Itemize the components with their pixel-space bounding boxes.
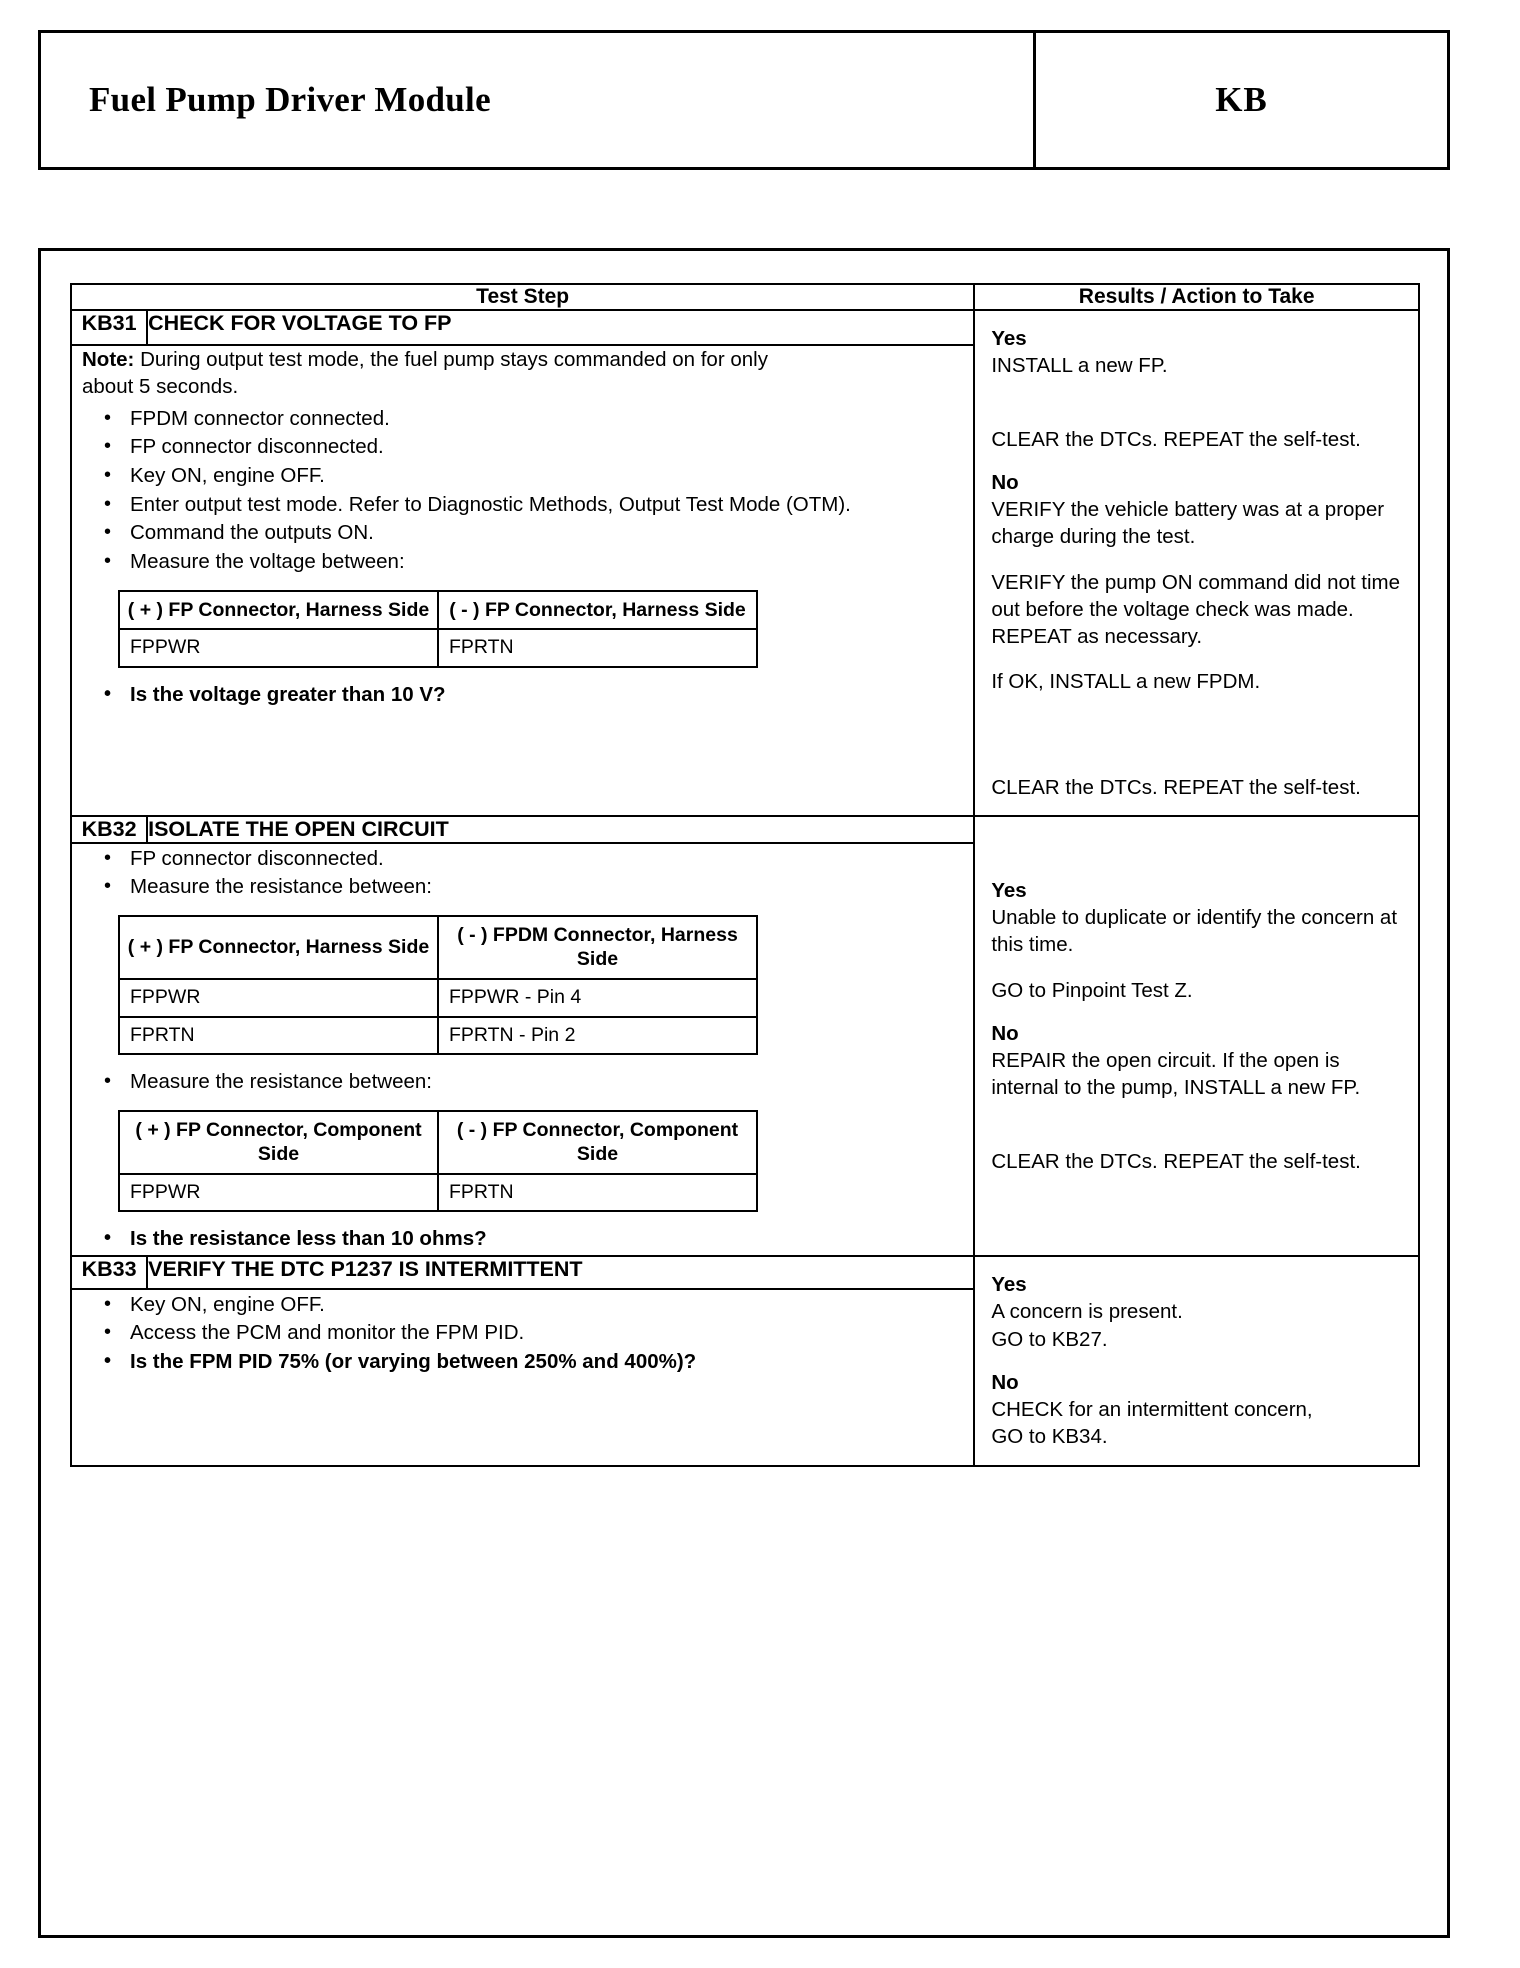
step-question: • Is the voltage greater than 10 V? <box>72 682 973 709</box>
page-header <box>38 30 1450 170</box>
step-id-kb33: KB33 <box>71 1256 147 1289</box>
step-id-kb31: KB31 <box>71 310 147 345</box>
measure-cell: FPRTN <box>119 1017 438 1055</box>
step-question: • Is the resistance less than 10 ohms? <box>72 1226 973 1253</box>
result-text: REPAIR the open circuit. If the open is internal to the pump, INSTALL a new FP. <box>991 1049 1361 1100</box>
measure-col1-header: ( + ) FP Connector, Harness Side <box>119 916 438 979</box>
step-title-kb31: CHECK FOR VOLTAGE TO FP <box>147 310 974 345</box>
step-bullet-list <box>72 1292 973 1376</box>
results-cell-kb33 <box>974 1256 1419 1466</box>
list-item: • FPDM connector connected. <box>72 406 973 433</box>
measure-cell: FPPWR <box>119 629 438 667</box>
step-bullet-list-mid <box>72 1069 973 1096</box>
measure-cell: FPRTN - Pin 2 <box>438 1017 757 1055</box>
result-text: VERIFY the vehicle battery was at a proper charge during the test. <box>991 498 1385 549</box>
measure-cell: FPRTN <box>438 629 757 667</box>
measure-col2-header: ( - ) FPDM Connector, Harness Side <box>438 916 757 979</box>
result-text: VERIFY the pump ON command did not time out before the voltage check was made. REPEAT as necessary. <box>991 570 1400 648</box>
result-label-no: No <box>991 470 1019 494</box>
note-text: During output test mode, the fuel pump stays commanded on for only about 5 seconds. <box>82 347 768 398</box>
table-header-row <box>71 284 1419 310</box>
list-item: • FP connector disconnected. <box>72 434 973 461</box>
table-row <box>119 979 757 1017</box>
step-body-kb31 <box>71 345 974 816</box>
step-question-list <box>72 1226 973 1253</box>
step-title-kb32: ISOLATE THE OPEN CIRCUIT <box>147 816 974 843</box>
table-row <box>119 1017 757 1055</box>
result-text: GO to KB27. <box>991 1327 1108 1351</box>
list-item: • FP connector disconnected. <box>72 846 973 873</box>
step-body-kb32 <box>71 843 974 1256</box>
list-item: • Enter output test mode. Refer to Diagnostic Methods, Output Test Mode (OTM). <box>72 492 973 519</box>
list-item: • Command the outputs ON. <box>72 520 973 547</box>
table-header-row <box>119 916 757 979</box>
result-text: A concern is present. <box>991 1300 1183 1324</box>
column-header-results: Results / Action to Take <box>974 284 1419 310</box>
measure-col1-header: ( + ) FP Connector, Component Side <box>119 1111 438 1174</box>
list-item: • Measure the resistance between: <box>72 1069 973 1096</box>
measurement-table-kb31 <box>118 590 758 668</box>
step-bullet-list <box>72 846 973 901</box>
results-cell-kb32 <box>974 816 1419 1256</box>
page-title: Fuel Pump Driver Module <box>89 80 491 119</box>
table-row <box>71 816 1419 843</box>
step-body-kb33 <box>71 1289 974 1466</box>
table-header-row <box>119 591 757 629</box>
note-label: Note: <box>82 347 135 371</box>
result-text: CLEAR the DTCs. REPEAT the self-test. <box>991 427 1361 451</box>
step-note <box>82 346 782 400</box>
result-text: If OK, INSTALL a new FPDM. <box>991 670 1261 694</box>
result-label-yes: Yes <box>991 1273 1027 1297</box>
result-label-yes: Yes <box>991 327 1027 350</box>
result-text: CHECK for an intermittent concern, <box>991 1398 1313 1422</box>
diagnostic-table <box>70 283 1420 1467</box>
table-row <box>119 629 757 667</box>
list-item: • Key ON, engine OFF. <box>72 1292 973 1319</box>
result-label-no: No <box>991 1021 1019 1045</box>
table-row <box>119 1174 757 1212</box>
step-question-list <box>72 682 973 709</box>
list-item: • Measure the resistance between: <box>72 874 973 901</box>
measurement-table-kb32-a <box>118 915 758 1055</box>
result-text: Unable to duplicate or identify the concern at this time. <box>991 906 1398 957</box>
header-code-cell <box>1036 33 1447 167</box>
table-row <box>71 1256 1419 1289</box>
result-text: CLEAR the DTCs. REPEAT the self-test. <box>991 775 1361 799</box>
step-bullet-list <box>72 406 973 576</box>
step-id-kb32: KB32 <box>71 816 147 843</box>
result-label-no: No <box>991 1370 1019 1394</box>
result-text: CLEAR the DTCs. REPEAT the self-test. <box>991 1149 1361 1173</box>
measure-cell: FPPWR - Pin 4 <box>438 979 757 1017</box>
list-item: • Key ON, engine OFF. <box>72 463 973 490</box>
result-text: GO to KB34. <box>991 1425 1108 1449</box>
list-item: • Measure the voltage between: <box>72 549 973 576</box>
result-label-yes: Yes <box>991 878 1027 902</box>
measure-col1-header: ( + ) FP Connector, Harness Side <box>119 591 438 629</box>
result-text: GO to Pinpoint Test Z. <box>991 978 1193 1002</box>
section-code: KB <box>1215 80 1268 119</box>
measure-cell: FPPWR <box>119 1174 438 1212</box>
measure-col2-header: ( - ) FP Connector, Harness Side <box>438 591 757 629</box>
measure-cell: FPPWR <box>119 979 438 1017</box>
table-row <box>71 310 1419 345</box>
column-header-test-step: Test Step <box>71 284 974 310</box>
measure-cell: FPRTN <box>438 1174 757 1212</box>
measure-col2-header: ( - ) FP Connector, Component Side <box>438 1111 757 1174</box>
step-question: • Is the FPM PID 75% (or varying between 250% and 400%)? <box>72 1349 973 1376</box>
result-text: INSTALL a new FP. <box>991 354 1168 378</box>
header-title-cell <box>41 33 1036 167</box>
list-item: • Access the PCM and monitor the FPM PID. <box>72 1320 973 1347</box>
measurement-table-kb32-b <box>118 1110 758 1212</box>
table-header-row <box>119 1111 757 1174</box>
results-cell-kb31 <box>974 310 1419 816</box>
step-title-kb33: VERIFY THE DTC P1237 IS INTERMITTENT <box>147 1256 974 1289</box>
